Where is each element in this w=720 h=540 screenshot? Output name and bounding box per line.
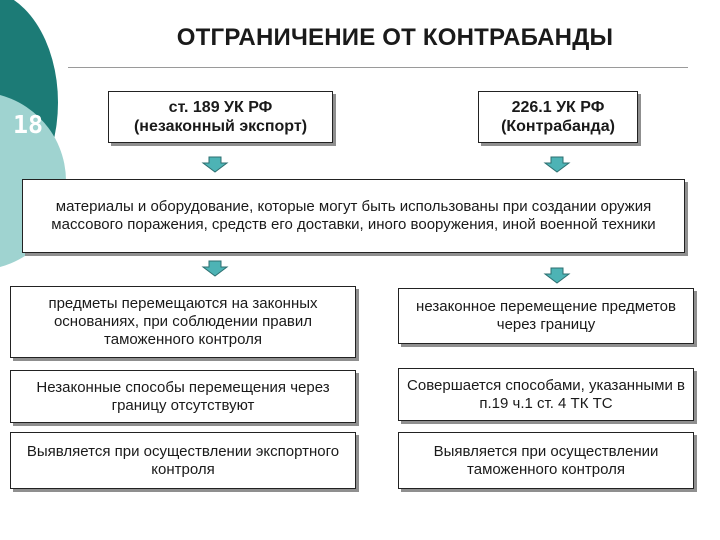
left-cell [10, 370, 356, 423]
down-arrow-icon [543, 267, 571, 284]
article-226-subtitle: (Контрабанда) [501, 118, 615, 135]
down-arrow-icon [201, 260, 229, 277]
right-cell-text: Совершается способами, указанными в п.19 ч.1 ст. 4 ТК ТС [407, 376, 685, 412]
left-cell-text: Незаконные способы перемещения через границу отсутствуют [36, 378, 330, 414]
right-cell [398, 368, 694, 421]
article-189-box [108, 91, 333, 143]
article-189-subtitle: (незаконный экспорт) [133, 118, 308, 135]
right-cell [398, 288, 694, 344]
right-cell-text: незаконное перемещение предметов через границу [416, 298, 676, 333]
right-cell-text: Выявляется при осуществлении таможенного контроля [433, 442, 659, 478]
article-226-box [478, 91, 638, 143]
down-arrow-icon [543, 156, 571, 173]
slide-number: 18 [12, 110, 44, 139]
article-226-label: 226.1 УК РФ [511, 98, 605, 116]
down-arrow-icon [201, 156, 229, 173]
left-cell-text: предметы перемещаются на законных основаниях, при соблюдении правил таможенного контроля [48, 295, 318, 348]
slide-title: ОТГРАНИЧЕНИЕ ОТ КОНТРАБАНДЫ [176, 24, 614, 51]
article-189-label: ст. 189 УК РФ [168, 98, 273, 116]
left-cell [10, 286, 356, 358]
common-subject-text: материалы и оборудование, которые могут быть использованы при создании оружия массового поражения, средств его доставки, иного вооружения, иной военной техники [51, 198, 656, 233]
left-cell [10, 432, 356, 489]
right-cell [398, 432, 694, 489]
title-divider [68, 67, 688, 68]
common-subject-box [22, 179, 685, 253]
left-cell-text: Выявляется при осуществлении экспортного контроля [26, 442, 340, 478]
